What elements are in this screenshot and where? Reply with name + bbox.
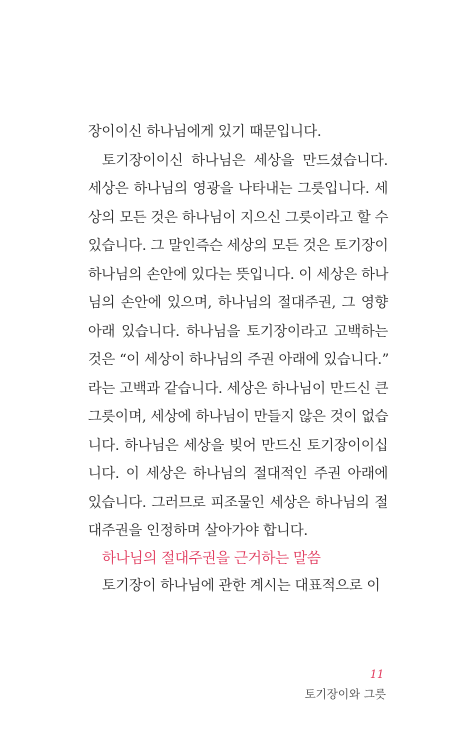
- body-text: [88, 118, 388, 546]
- page-number: 11: [370, 668, 384, 681]
- body-line: 니다. 이 세상은 하나님의 절대적인 주권 아래에: [88, 466, 388, 482]
- running-title: 토기장이와 그릇: [304, 687, 386, 701]
- body-line: 토기장이이신 하나님은 세상을 만드셨습니다.: [102, 152, 388, 169]
- body-line: 님의 손안에 있으며, 하나님의 절대주권, 그 영향: [88, 295, 388, 311]
- body-line: 있습니다. 그러므로 피조물인 세상은 하나님의 절: [88, 494, 388, 511]
- body-line: 장이이신 하나님에게 있기 때문입니다.: [88, 124, 322, 140]
- body-line: 대주권을 인정하며 살아가야 합니다.: [88, 523, 308, 539]
- body-line: 그릇이며, 세상에 하나님이 만들지 않은 것이 없습: [88, 409, 389, 425]
- section-heading: 하나님의 절대주권을 근거하는 말씀: [102, 551, 321, 567]
- body-line: 하나님의 손안에 있다는 뜻입니다. 이 세상은 하나: [88, 266, 389, 283]
- section-first-line: 토기장이 하나님에 관한 계시는 대표적으로 이: [102, 578, 381, 594]
- body-line: 것은 “이 세상이 하나님의 주권 아래에 있습니다.”: [88, 352, 389, 368]
- body-line: 니다. 하나님은 세상을 빚어 만드신 토기장이이십: [88, 437, 388, 454]
- body-line: 세상은 하나님의 영광을 나타내는 그릇입니다. 세: [88, 181, 388, 197]
- body-line: 아래 있습니다. 하나님을 토기장이라고 고백하는: [88, 323, 388, 340]
- body-line: 있습니다. 그 말인즉슨 세상의 모든 것은 토기장이: [88, 238, 389, 254]
- body-line: 상의 모든 것은 하나님이 지으신 그릇이라고 할 수: [88, 209, 389, 226]
- body-line: 라는 고백과 같습니다. 세상은 하나님이 만드신 큰: [88, 380, 389, 397]
